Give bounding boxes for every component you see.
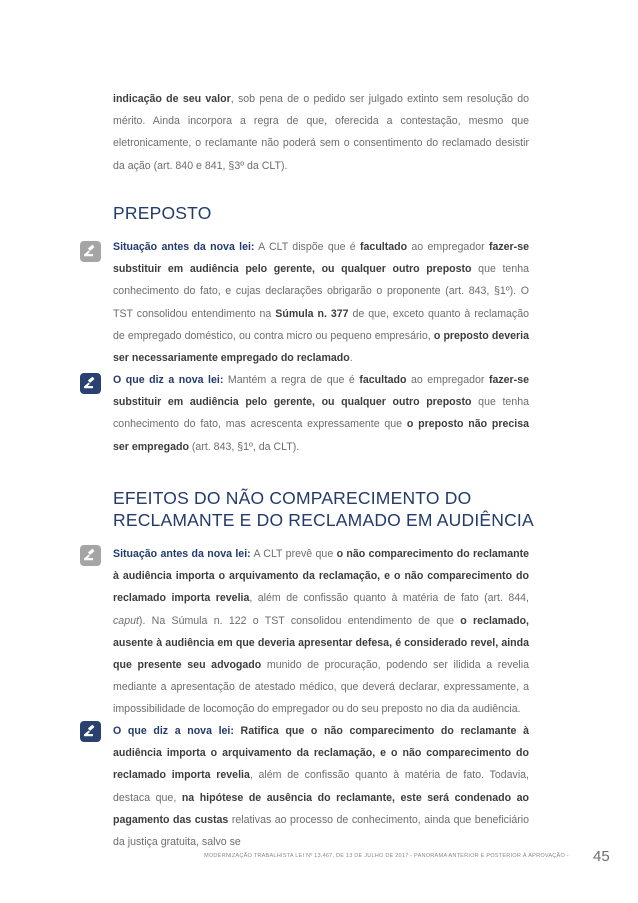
bold-span: o preposto deveria ser necessariamente empregado do reclamado: [113, 329, 529, 365]
intro-paragraph: [113, 88, 529, 177]
bold-span: fazer-se substituir em audiência pelo gerente, ou qualquer outro preposto: [113, 374, 529, 409]
bold-span: na hipótese de ausência do reclamante, este será condenado ao pagamento das custas: [113, 791, 529, 826]
bold-span: o não comparecimento do reclamante à audiência importa o arquivamento da reclamação, e o não comparecimento do reclamado importa revelia: [113, 548, 530, 605]
nova-label: O que diz a nova lei:: [113, 374, 224, 386]
bold-span: facultado: [360, 241, 408, 253]
section-heading-preposto: PREPOSTO: [113, 203, 212, 223]
page-footer: MODERNIZAÇÃO TRABALHISTA LEI Nº 13.467, DE 13 DE JULHO DE 2017 - PANORAMA ANTERIOR E POSTERIOR À APROVAÇÃO -: [204, 853, 569, 859]
text-span: , além de confissão quanto à matéria de fato. Todavia, destaca que,: [113, 769, 530, 804]
text-span: de que, exceto quanto à reclamação de empregado doméstico, ou contra micro ou pequeno empresário,: [113, 307, 529, 342]
text-span: que tenha conhecimento do fato, mas acrescenta expressamente que: [113, 396, 529, 431]
efeitos-antes-paragraph: [113, 543, 529, 721]
text-span: relativas ao processo de conhecimento, ainda que beneficiário da justiça gratuita, salvo se: [113, 813, 529, 849]
antes-label: Situação antes da nova lei:: [113, 548, 251, 560]
heading-line-1: EFEITOS DO NÃO COMPARECIMENTO DO: [113, 488, 472, 508]
italic-span: caput: [113, 614, 139, 627]
intro-text: , sob pena de o pedido ser julgado extinto sem resolução do mérito. Ainda incorpora a regra de que, oferecida a contestação, mesmo que eletronicamente, o reclamante não poderá sem o consentimento do reclamado desistir da ação (art. 840 e 841, §3º da CLT).: [113, 93, 530, 172]
text-span: A CLT prevê que: [250, 548, 337, 560]
text-span: ). Na Súmula n. 122 o TST consolidou entendimento de que: [138, 614, 461, 627]
text-span: [234, 725, 241, 737]
gavel-grey-icon: [80, 545, 101, 566]
page-number: 45: [593, 848, 610, 865]
nova-label: O que diz a nova lei:: [113, 725, 234, 737]
bold-span: fazer-se substituir em audiência pelo gerente, ou qualquer outro preposto: [113, 241, 529, 276]
text-span: (art. 843, §1º, da CLT).: [188, 440, 300, 453]
text-span: ao empregador: [406, 374, 489, 386]
text-span: ao empregador: [407, 241, 489, 253]
text-span: Mantém a regra de que é: [223, 374, 360, 386]
text-span: que tenha conhecimento do fato, e cujas declarações obrigarão o proponente (art. 843, §1º). O TST consolidou entendimento na: [113, 263, 529, 320]
text-span: , além de confissão quanto à matéria de fato (art. 844,: [249, 592, 529, 605]
text-span: .: [349, 352, 353, 365]
preposto-antes-paragraph: [113, 236, 529, 369]
intro-bold: indicação de seu valor: [113, 93, 231, 105]
bold-span: Súmula n. 377: [275, 307, 349, 320]
gavel-blue-icon: [80, 721, 101, 742]
gavel-grey-icon: [80, 241, 101, 262]
bold-span: facultado: [359, 374, 407, 386]
preposto-nova-paragraph: [113, 369, 529, 458]
gavel-blue-icon: [80, 373, 101, 394]
bold-span: Ratifica que o não comparecimento do reclamante à audiência importa o arquivamento da reclamação, e o não comparecimento do reclamado importa revelia: [113, 725, 529, 782]
text-span: A CLT dispõe que é: [254, 241, 361, 253]
antes-label: Situação antes da nova lei:: [113, 241, 255, 253]
bold-span: o reclamado, ausente à audiência em que deveria apresentar defesa, é considerado revel, ainda que presente seu advogado: [113, 614, 529, 672]
heading-line-2: RECLAMANTE E DO RECLAMADO EM AUDIÊNCIA: [113, 510, 534, 530]
efeitos-nova-paragraph: [113, 720, 529, 853]
section-heading-efeitos: [113, 487, 534, 531]
text-span: munido de procuração, podendo ser ilidida a revelia mediante a apresentação de atestado médico, que deverá declarar, expressamente, a impossibilidade de locomoção do empregador ou do seu preposto no dia da audiência.: [113, 659, 529, 716]
bold-span: o preposto não precisa ser empregado: [113, 418, 529, 453]
